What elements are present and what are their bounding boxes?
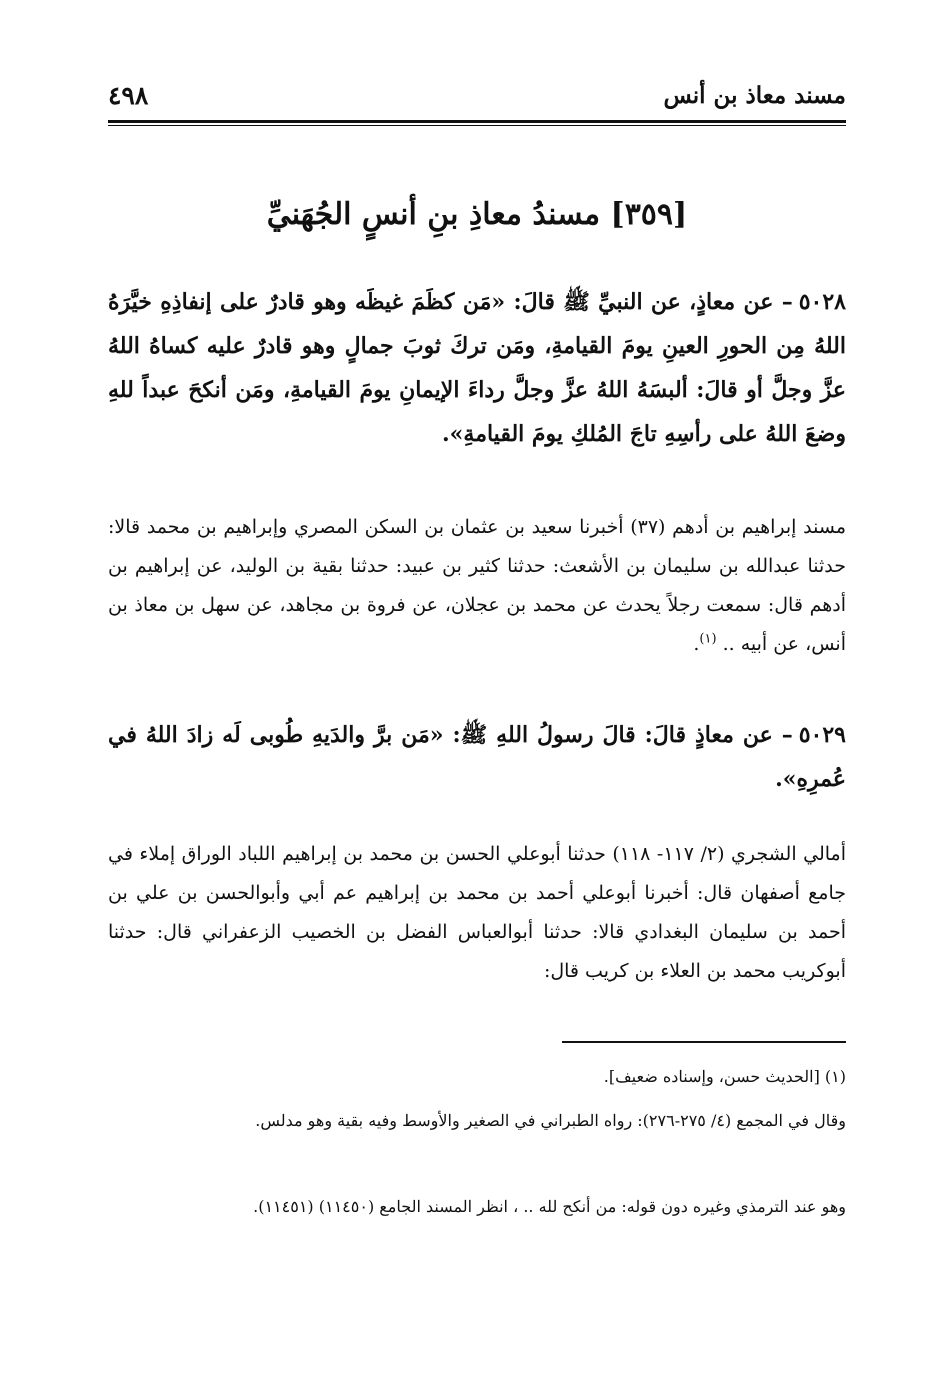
hadith-number: ٥٠٢٩	[798, 722, 846, 748]
hadith-5028	[108, 280, 846, 456]
page-header	[108, 78, 846, 114]
hadith-5029	[108, 713, 846, 801]
hadith-dash: –	[781, 289, 793, 315]
footnote-2	[108, 1106, 846, 1136]
footnote-1	[108, 1062, 846, 1092]
footnote-text: [الحديث حسن، وإسناده ضعيف].	[603, 1067, 820, 1086]
header-rule-thin	[108, 125, 846, 126]
chapter-title: [٣٥٩] مسندُ معاذِ بنِ أنسٍ الجُهَنيِّ	[266, 197, 688, 232]
source-text: أمالي الشجري (٢/ ١١٧- ١١٨) حدثنا أبوعلي الحسن بن محمد بن إبراهيم اللباد الوراق إملاء في جامع أصفهان قال: أخبرنا أبوعلي أحمد بن محمد بن إبراهيم عم أبي وأبوالحسن بن علي بن أحمد بن سليمان البغدادي قالا: حدثنا أبوالعباس الفضل بن الخصيب الزعفراني قال: حدثنا أبوكريب محمد بن العلاء بن كريب قال:	[108, 843, 847, 982]
footnote-reference: (١)	[699, 631, 717, 647]
footnote-text: وهو عند الترمذي وغيره دون قوله: من أنكح لله .. ، انظر المسند الجامع (١١٤٥٠) (١١٤٥١).	[253, 1197, 846, 1216]
source-5029	[108, 835, 846, 991]
page-number: ٤٩٨	[108, 81, 149, 110]
footnote-3	[108, 1192, 846, 1222]
source-end: .	[693, 633, 700, 655]
hadith-number: ٥٠٢٨	[798, 289, 846, 315]
hadith-text: عن معاذٍ قالَ: قالَ رسولُ اللهِ ﷺ: «مَن برَّ والدَيهِ طُوبى لَه زادَ اللهُ في عُمرِهِ».	[108, 722, 846, 792]
running-title: مسند معاذ بن أنس	[663, 82, 846, 109]
hadith-text: عن معاذٍ، عن النبيِّ ﷺ قالَ: «مَن كظَمَ غيظَه وهو قادرٌ على إنفاذِهِ خيَّرَهُ اللهُ مِن الحورِ العينِ يومَ القيامةِ، ومَن تركَ ثوبَ جمالٍ وهو قادرٌ عليه كساهُ اللهُ عزَّ وجلَّ أو قالَ: ألبسَهُ اللهُ عزَّ وجلَّ رداءَ الإيمانِ يومَ القيامةِ، ومَن أنكحَ عبداً للهِ وضعَ اللهُ على رأسِهِ تاجَ المُلكِ يومَ القيامةِ».	[108, 289, 846, 447]
hadith-dash: –	[781, 722, 793, 748]
footnote-marker: (١)	[824, 1067, 846, 1086]
source-5028	[108, 508, 846, 664]
source-text: مسند إبراهيم بن أدهم (٣٧) أخبرنا سعيد بن عثمان بن السكن المصري وإبراهيم بن محمد قالا: حدثنا عبدالله بن سليمان بن الأشعث: حدثنا كثير بن عبيد: حدثنا بقية بن الوليد، عن إبراهيم بن أدهم قال: سمعت رجلاً يحدث عن محمد بن عجلان، عن فروة بن مجاهد، عن سهل بن معاذ بن أنس، عن أبيه ..	[108, 516, 847, 655]
footnote-separator	[562, 1041, 846, 1043]
footnote-text: وقال في المجمع (٤/ ٢٧٥-٢٧٦): رواه الطبراني في الصغير والأوسط وفيه بقية وهو مدلس.	[255, 1111, 846, 1130]
header-rule-thick	[108, 120, 846, 123]
